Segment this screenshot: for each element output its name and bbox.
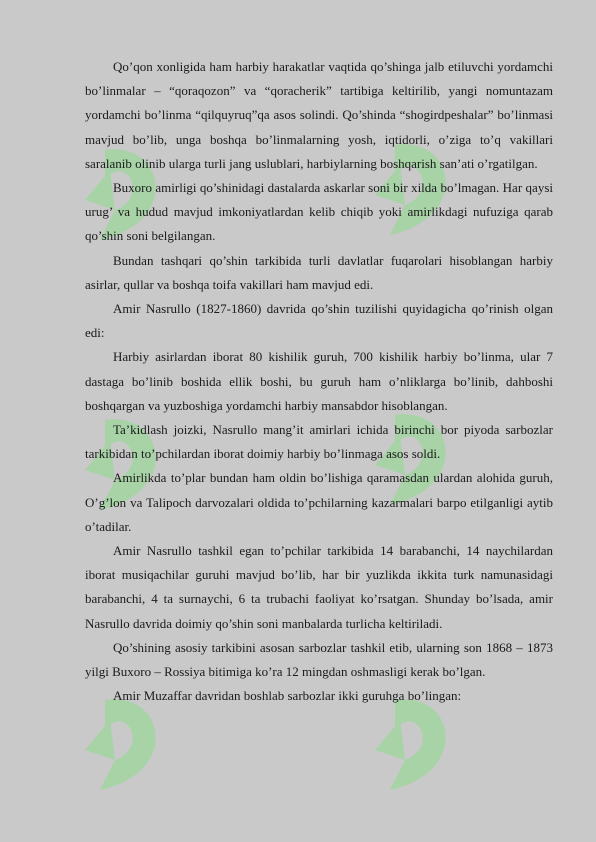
paragraph: Harbiy asirlardan iborat 80 kishilik guruh, 700 kishilik harbiy bo’linma, ular 7 dastaga bo’linib boshida ellik boshi, bu guruh ham o’nliklarga bo’linib, dahboshi boshqargan va yuzboshiga yordamchi harbiy mansabdor hisoblangan. (85, 349, 553, 413)
paragraph: Buxoro amirligi qo’shinidagi dastalarda askarlar soni bir xilda bo’lmagan. Har qaysi urug’ va hudud mavjud imkoniyatlardan kelib chiqib yoki amirlikdagi nufuziga qarab qo’shin soni belgilangan. (85, 180, 553, 244)
body-text (85, 55, 553, 708)
paragraph: Bundan tashqari qo’shin tarkibida turli davlatlar fuqarolari hisoblangan harbiy asirlar, qullar va boshqa toifa vakillari ham mavjud edi. (85, 252, 553, 292)
paragraph: Amirlikda to’plar bundan ham oldin bo’lishiga qaramasdan ulardan alohida guruh, O’g’lon va Talipoch darvozalari oldida to’pchilarning kazarmalari barpo etilganligi aytib o’tadilar. (85, 470, 553, 534)
paragraph: Ta’kidlash joizki, Nasrullo mang’it amirlari ichida birinchi bor piyoda sarbozlar tarkibidan to’pchilardan iborat doimiy harbiy bo’linmaga asos soldi. (85, 422, 553, 462)
paragraph: Amir Muzaffar davridan boshlab sarbozlar ikki guruhga bo’lingan: (113, 688, 462, 704)
paragraph: Amir Nasrullo tashkil egan to’pchilar tarkibida 14 barabanchi, 14 naychilardan iborat musiqachilar guruhi mavjud bo’lib, har bir yuzlikda ikkita turk namunasidagi barabanchi, 4 ta surnaychi, 6 ta trubachi faoliyat ko’rsatgan. Shunday bo’lsada, amir Nasrullo davrida doimiy qo’shin soni manbalarda turlicha keltiriladi. (85, 543, 553, 631)
paragraph: Qo’shining asosiy tarkibini asosan sarbozlar tashkil etib, ularning son 1868 – 1873 yilgi Buxoro – Rossiya bitimiga ko’ra 12 mingdan oshmasligi kerak bo’lgan. (85, 639, 553, 680)
paragraph: Qo’qon xonligida ham harbiy harakatlar vaqtida qo’shinga jalb etiluvchi yordamchi bo’linmalar – “qoraqozon” va “qoracherik” tartibiga keltirilib, yangi nomuntazam yordamchi bo’linma “qilquyruq”qa asos solindi. Qo’shinda “shogirdpeshalar” bo’linmasi mavjud bo’lib, unga boshqa bo’linmalarning yosh, iqtidorli, o’ziga to’q vakillari saralanib olinib ularga turli jang uslublari, harbiylarning boshqarish san’ati o’rgatilgan. (85, 59, 553, 171)
paragraph: Amir Nasrullo (1827-1860) davrida qo’shin tuzilishi quyidagicha qo’rinish olgan edi: (85, 301, 553, 341)
